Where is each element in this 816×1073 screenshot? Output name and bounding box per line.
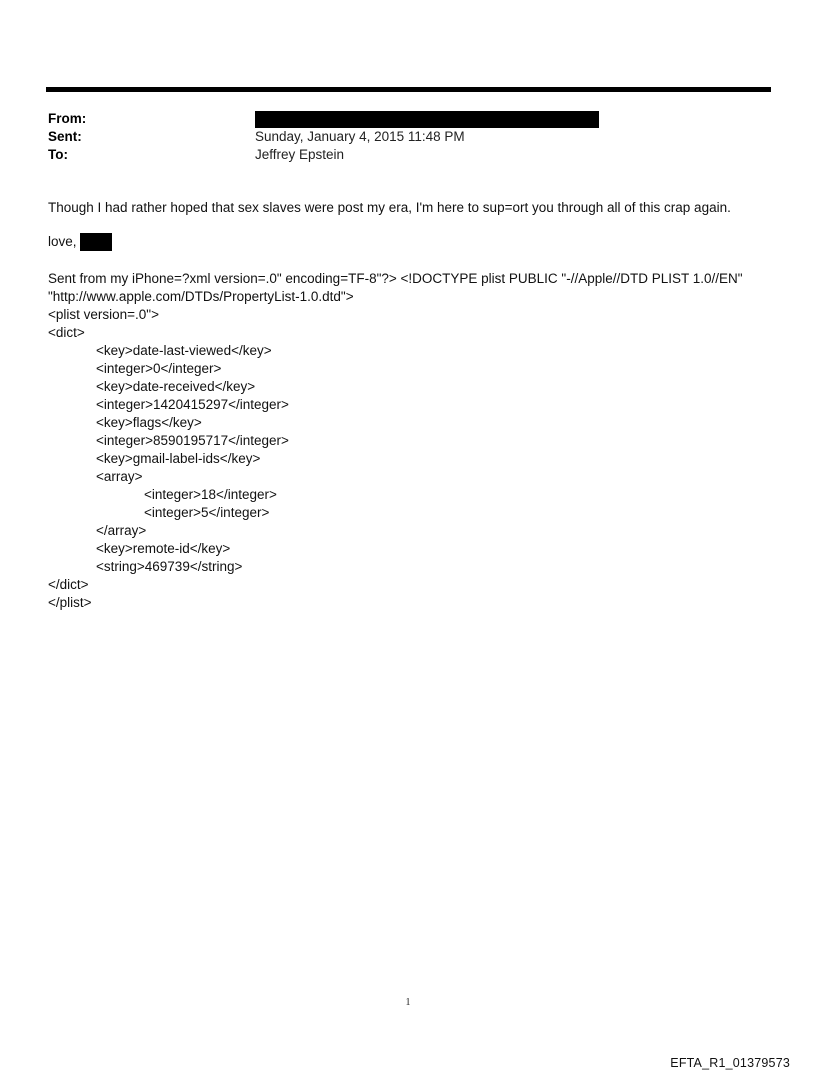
- plist-line: <integer>8590195717</integer>: [96, 433, 289, 448]
- sent-label: Sent:: [48, 129, 82, 144]
- plist-line: <plist version=.0">: [48, 307, 159, 322]
- plist-line: </dict>: [48, 577, 89, 592]
- plist-line: <integer>5</integer>: [144, 505, 270, 520]
- plist-line: <string>469739</string>: [96, 559, 243, 574]
- to-label: To:: [48, 147, 68, 162]
- plist-line: <key>date-received</key>: [96, 379, 256, 394]
- page-number: 1: [405, 997, 411, 1008]
- plist-line: <key>gmail-label-ids</key>: [96, 451, 261, 466]
- document-id: EFTA_R1_01379573: [670, 1056, 790, 1070]
- plist-line: <integer>1420415297</integer>: [96, 397, 289, 412]
- plist-line: <dict>: [48, 325, 85, 340]
- signoff-text: love,: [48, 234, 77, 249]
- to-row: [48, 146, 748, 164]
- to-value: Jeffrey Epstein: [255, 147, 345, 162]
- from-row: [48, 110, 748, 128]
- sent-from-block: [48, 270, 788, 306]
- plist-line: </array>: [96, 523, 147, 538]
- plist-line: </plist>: [48, 595, 92, 610]
- dtd-url-line: "http://www.apple.com/DTDs/PropertyList-1.0.dtd">: [48, 289, 354, 304]
- message-paragraph: Though I had rather hoped that sex slaves were post my era, I'm here to sup=ort you through all of this crap again.: [48, 200, 731, 215]
- plist-line: <key>remote-id</key>: [96, 541, 231, 556]
- sent-row: [48, 128, 748, 146]
- plist-line: <integer>18</integer>: [144, 487, 277, 502]
- sent-value: Sunday, January 4, 2015 11:48 PM: [255, 129, 465, 144]
- plist-line: <key>flags</key>: [96, 415, 202, 430]
- plist-line: <integer>0</integer>: [96, 361, 222, 376]
- signature-redaction: [80, 233, 112, 251]
- from-label: From:: [48, 111, 87, 126]
- signoff-line: [48, 233, 788, 251]
- sent-from-line: Sent from my iPhone=?xml version=.0" encoding=TF-8"?> <!DOCTYPE plist PUBLIC "-//Apple//DTD PLIST 1.0//EN": [48, 271, 743, 286]
- header-rule: [46, 87, 771, 92]
- from-redaction: [255, 111, 599, 128]
- plist-line: <array>: [96, 469, 143, 484]
- email-header: [48, 110, 748, 164]
- plist-block: [48, 306, 788, 612]
- plist-line: <key>date-last-viewed</key>: [96, 343, 272, 358]
